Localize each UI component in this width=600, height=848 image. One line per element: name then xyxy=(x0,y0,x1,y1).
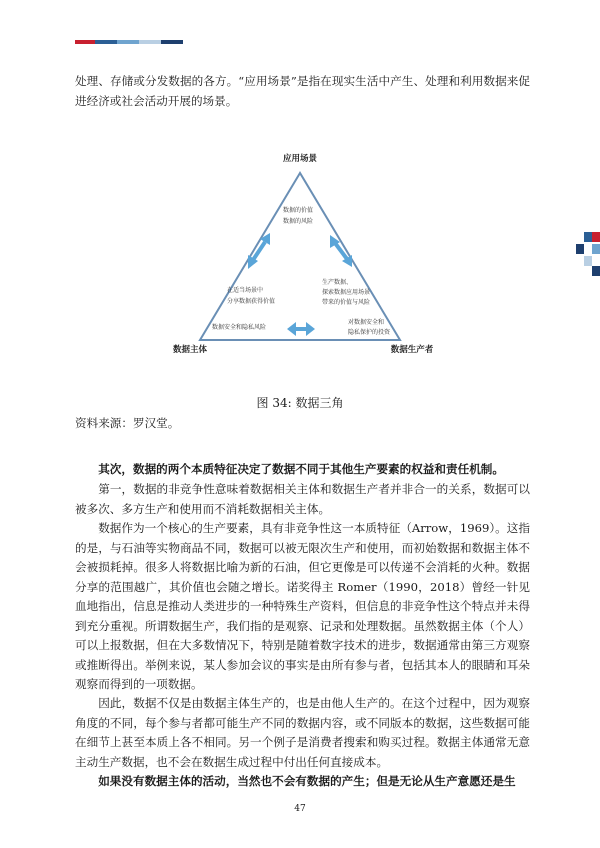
paragraph-1: 第一，数据的非竞争性意味着数据相关主体和数据生产者并非合一的关系，数据可以被多次、多方生产和使用而不消耗数据相关主体。 xyxy=(75,482,530,516)
header-decoration xyxy=(75,40,183,44)
bottom-right-line1: 对数据安全和 xyxy=(348,319,385,326)
deco-red xyxy=(75,40,95,44)
top-text-line1: 数据的价值 xyxy=(283,207,314,214)
section-heading: 其次，数据的两个本质特征决定了数据不同于其他生产要素的权益和责任机制。 xyxy=(98,462,504,476)
left-edge-arrow xyxy=(248,233,270,269)
left-text-line1: 在适当场景中 xyxy=(227,287,264,294)
data-triangle-diagram xyxy=(150,145,450,360)
vertex-left-label: 数据主体 xyxy=(172,345,208,355)
left-text-line2: 分享数据获得价值 xyxy=(227,298,276,305)
intro-text: 处理、存储或分发数据的各方。“应用场景”是指在现实生活中产生、处理和利用数据来促进经济或社会活动开展的场景。 xyxy=(75,74,530,108)
closing-bold-line: 如果没有数据主体的活动，当然也不会有数据的产生；但是无论从生产意愿还是生 xyxy=(98,774,516,788)
right-text-line2: 探索数据应用场景 xyxy=(322,289,371,296)
right-text-line3: 带来的价值与风险 xyxy=(322,299,371,306)
bottom-left-text: 数据安全和隐私风险 xyxy=(212,324,267,331)
bottom-edge-arrow xyxy=(287,322,315,336)
side-decoration xyxy=(576,232,600,276)
paragraph-3: 因此，数据不仅是由数据主体生产的，也是由他人生产的。在这个过程中，因为观察角度的不同，每个参与者都可能生产不同的数据内容，或不同版本的数据，这些数据可能在细节上甚至本质上各不相同。另一个例子是消费者搜索和购买过程。数据主体通常无意主动生产数据，也不会在数据生成过程中付出任何直接成本。 xyxy=(75,696,530,769)
figure-caption: 图 34: 数据三角 xyxy=(256,396,344,410)
triangle-outline xyxy=(200,173,400,340)
deco-lightblue xyxy=(117,40,139,44)
page-number: 47 xyxy=(294,804,306,814)
vertex-top-label: 应用场景 xyxy=(282,154,318,164)
paragraph-2: 数据作为一个核心的生产要素，具有非竞争性这一本质特征（Arrow，1969）。这指的是，与石油等实物商品不同，数据可以被无限次生产和使用，而初始数据和数据主体不会被损耗掉。很多人将数据比喻为新的石油，但它更像是可以传递不会消耗的火种。数据分享的范围越广，其价值也会随之增长。诺奖得主 Romer（1990，2018）曾经一针见血地指出，信息是推动人类进步的一种特殊生产资料，但信息的非竞争性这个特点并未得到充分重视。所谓数据生产，我们指的是观察、记录和处理数据。虽然数据主体（个人）可以上报数据，但在大多数情况下，特别是随着数字技术的进步，数据通常由第三方观察或推断得出。举例来说，某人参加会议的事实是由所有参与者，包括其本人的眼睛和耳朵观察而得到的一项数据。 xyxy=(75,521,530,691)
deco-blue xyxy=(95,40,117,44)
right-text-line1: 生产数据、 xyxy=(322,279,353,286)
vertex-right-label: 数据生产者 xyxy=(390,345,434,355)
deco-navy xyxy=(161,40,183,44)
bottom-right-line2: 隐私保护的投资 xyxy=(348,329,391,336)
deco-paleblue xyxy=(139,40,161,44)
top-text-line2: 数据的风险 xyxy=(283,218,314,225)
source-note: 资料来源：罗汉堂。 xyxy=(75,416,180,430)
